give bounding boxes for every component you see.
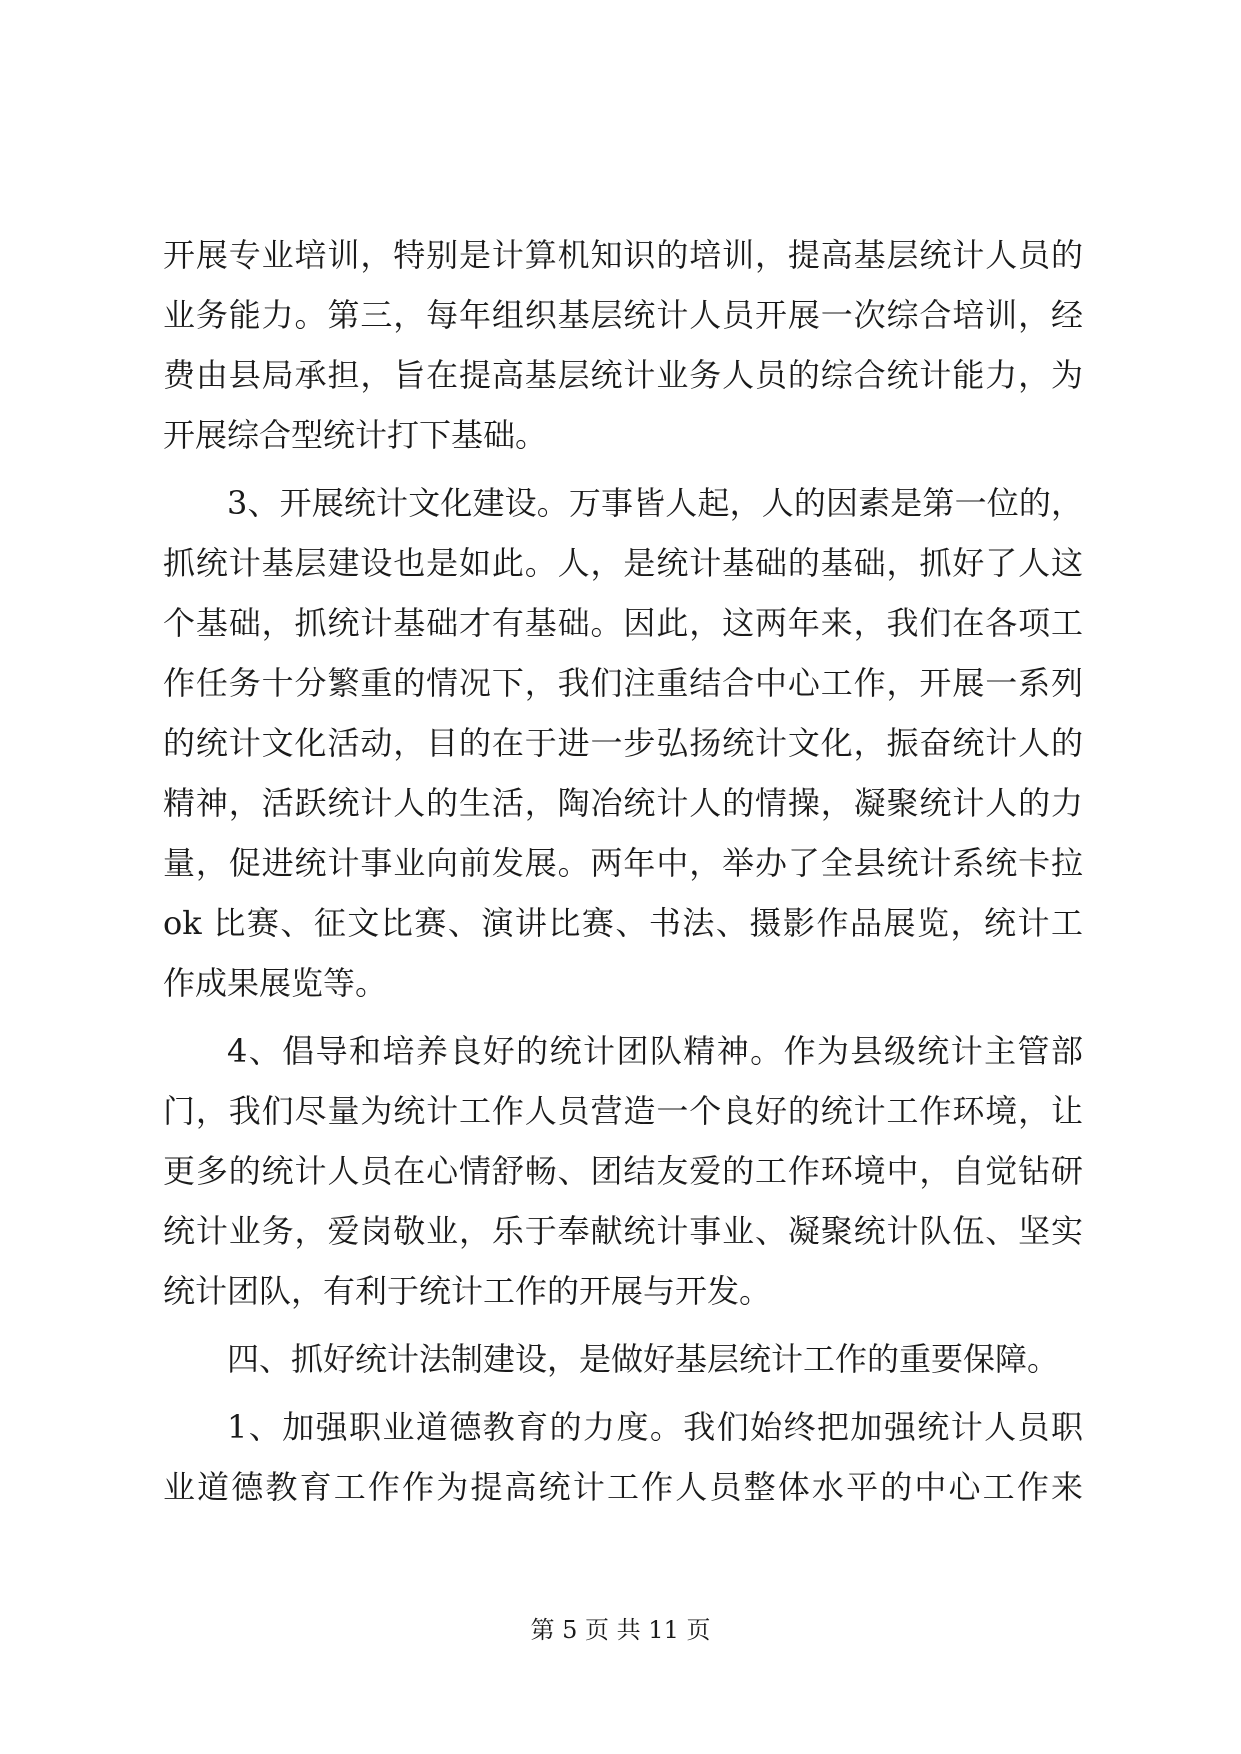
paragraph-team-spirit	[163, 1021, 1083, 1321]
text-line: 抓统计基层建设也是如此。人，是统计基础的基础，抓好了人这	[163, 544, 1083, 582]
text-line: 1、加强职业道德教育的力度。我们始终把加强统计人员职	[227, 1408, 1083, 1446]
text-line: 统计团队，有利于统计工作的开展与开发。	[163, 1272, 772, 1310]
text-line: 4、倡导和培养良好的统计团队精神。作为县级统计主管部	[227, 1032, 1083, 1070]
text-line: 门，我们尽量为统计工作人员营造一个良好的统计工作环境，让	[163, 1092, 1083, 1130]
paragraph-training-continuation	[163, 225, 1083, 465]
text-line: 业务能力。第三，每年组织基层统计人员开展一次综合培训，经	[163, 296, 1083, 334]
text-line: 精神，活跃统计人的生活，陶冶统计人的情操，凝聚统计人的力	[163, 784, 1083, 822]
text-line: 作任务十分繁重的情况下，我们注重结合中心工作，开展一系列	[163, 664, 1083, 702]
text-line: 更多的统计人员在心情舒畅、团结友爱的工作环境中，自觉钻研	[163, 1152, 1083, 1190]
text-line: 3、开展统计文化建设。万事皆人起，人的因素是第一位的，	[227, 484, 1083, 522]
text-line: 统计业务，爱岗敬业，乐于奉献统计事业、凝聚统计队伍、坚实	[163, 1212, 1083, 1250]
text-line: 业道德教育工作作为提高统计工作人员整体水平的中心工作来	[163, 1468, 1083, 1506]
document-body	[163, 225, 1083, 1517]
text-line: 个基础，抓统计基础才有基础。因此，这两年来，我们在各项工	[163, 604, 1083, 642]
text-line: 开展专业培训，特别是计算机知识的培训，提高基层统计人员的	[163, 236, 1083, 274]
text-line: 的统计文化活动，目的在于进一步弘扬统计文化，振奋统计人的	[163, 724, 1083, 762]
text-line: 作成果展览等。	[163, 964, 388, 1002]
section-heading-legal-construction	[163, 1329, 1083, 1389]
paragraph-statistics-culture	[163, 473, 1083, 1013]
text-line: ok 比赛、征文比赛、演讲比赛、书法、摄影作品展览，统计工	[163, 904, 1083, 942]
paragraph-ethics-education	[163, 1397, 1083, 1517]
text-line: 费由县局承担，旨在提高基层统计业务人员的综合统计能力，为	[163, 356, 1083, 394]
text-line: 开展综合型统计打下基础。	[163, 416, 548, 454]
text-line: 量，促进统计事业向前发展。两年中，举办了全县统计系统卡拉	[163, 844, 1083, 882]
text-line: 四、抓好统计法制建设，是做好基层统计工作的重要保障。	[227, 1340, 1060, 1378]
page-number-footer: 第 5 页 共 11 页	[530, 1616, 711, 1644]
